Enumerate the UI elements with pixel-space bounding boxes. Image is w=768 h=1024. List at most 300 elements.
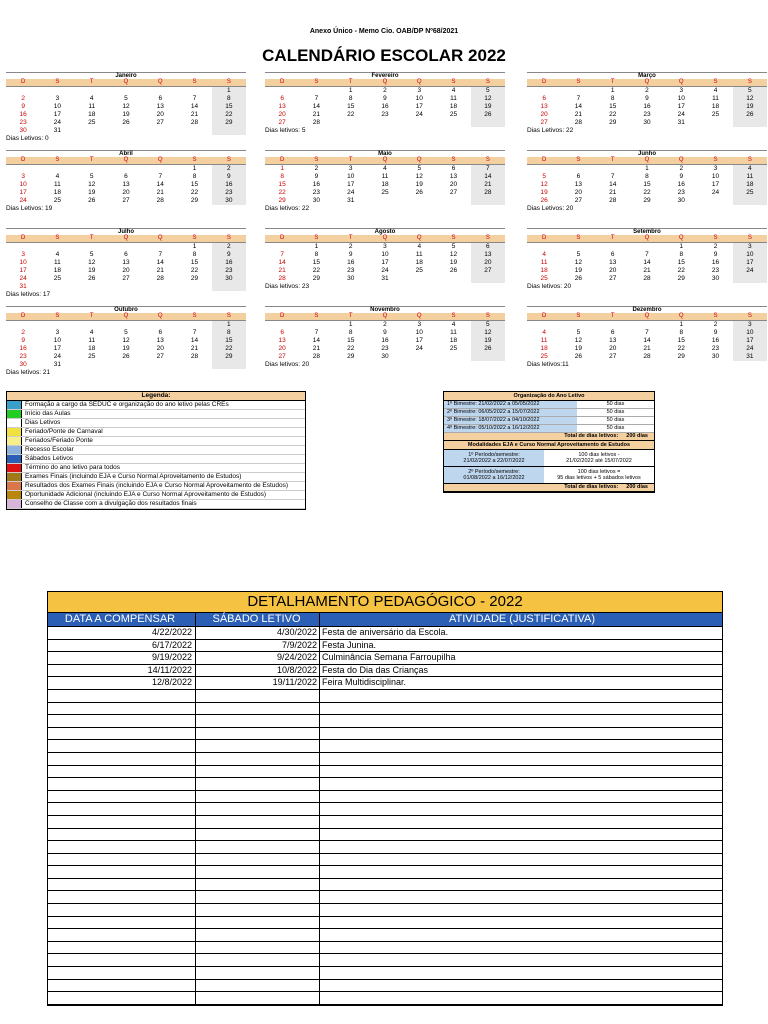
org-days: 50 dias <box>606 425 625 431</box>
day-cell: 16 <box>347 259 355 266</box>
week-row <box>6 337 246 345</box>
weekday-label: Q <box>123 79 129 85</box>
day-cell: 23 <box>347 267 355 274</box>
day-cell <box>368 119 402 127</box>
day-cell <box>471 275 505 283</box>
day-cell <box>471 353 505 361</box>
weekday-label: T <box>610 79 615 85</box>
weekday-label: Q <box>157 313 163 319</box>
day-cell: 12 <box>733 95 767 103</box>
day-cell: 12 <box>574 259 583 266</box>
weekday-label: S <box>314 313 319 319</box>
day-cell: 28 <box>471 189 505 197</box>
month-name: Janeiro <box>6 72 246 79</box>
saturday-date <box>196 879 320 891</box>
day-cell <box>177 361 211 369</box>
month-school-days: Dias Letivos: 19 <box>6 205 53 212</box>
date-to-compensate <box>48 917 196 929</box>
day-cell <box>40 87 74 95</box>
weekday-label: S <box>747 157 752 163</box>
weekday-header <box>6 79 246 87</box>
day-cell: 18 <box>449 337 458 344</box>
day-cell: 22 <box>212 345 246 353</box>
activity <box>320 766 722 778</box>
day-cell: 19 <box>88 267 96 274</box>
weekday-label: D <box>541 79 547 85</box>
weekday-header <box>527 157 767 165</box>
day-cell: 27 <box>609 353 617 360</box>
day-cell: 22 <box>312 267 321 274</box>
week-row <box>265 95 505 103</box>
day-cell: 10 <box>733 329 767 337</box>
day-cell: 28 <box>190 119 199 126</box>
day-cell: 3 <box>383 243 387 250</box>
day-cell <box>143 321 177 329</box>
detail-header-activity: ATIVIDADE (JUSTIFICATIVA) <box>448 613 596 625</box>
day-cell: 20 <box>574 189 583 196</box>
day-cell: 6 <box>158 95 163 102</box>
day-cell: 17 <box>347 181 355 188</box>
day-cell: 21 <box>190 111 199 118</box>
day-cell <box>143 87 177 95</box>
day-cell: 13 <box>449 173 458 180</box>
month-name: Julho <box>6 228 246 235</box>
day-cell: 2 <box>645 87 649 94</box>
day-cell: 21 <box>609 189 617 196</box>
day-cell: 5 <box>124 329 128 336</box>
activity <box>320 929 722 941</box>
activity <box>320 980 722 992</box>
weekday-label: T <box>610 235 615 241</box>
day-cell <box>299 321 333 329</box>
day-cell: 24 <box>733 345 767 353</box>
day-cell: 22 <box>677 267 685 274</box>
day-cell: 12 <box>122 103 130 110</box>
day-cell <box>630 321 664 329</box>
day-cell: 12 <box>415 173 423 180</box>
day-cell: 28 <box>312 119 321 126</box>
day-cell: 13 <box>609 259 617 266</box>
legend-swatch <box>7 437 22 445</box>
weekday-label: S <box>192 79 197 85</box>
day-cell: 15 <box>278 181 286 188</box>
saturday-date <box>196 703 320 715</box>
day-cell: 23 <box>212 189 246 197</box>
day-cell: 8 <box>192 173 197 180</box>
day-cell: 19 <box>122 345 130 352</box>
day-cell: 28 <box>190 353 199 360</box>
day-cell: 15 <box>347 103 355 110</box>
day-cell <box>436 119 470 127</box>
weekday-header <box>265 79 505 87</box>
weekday-label: D <box>279 313 285 319</box>
table-row <box>48 803 722 816</box>
day-cell: 23 <box>711 267 720 274</box>
day-cell: 11 <box>450 329 457 336</box>
legend-text: Feriado/Ponte de Carnaval <box>25 428 103 435</box>
day-cell: 30 <box>381 353 389 360</box>
weekday-label: T <box>348 313 353 319</box>
week-row <box>265 181 505 189</box>
detail-header-row <box>48 613 722 627</box>
legend-item <box>7 482 305 491</box>
month-school-days: Dias letivos: 20 <box>527 283 572 290</box>
weekday-header <box>527 235 767 243</box>
day-cell: 18 <box>53 267 62 274</box>
table-row <box>48 841 722 854</box>
day-cell: 11 <box>54 259 61 266</box>
weekday-label: D <box>20 313 26 319</box>
week-row <box>6 87 246 95</box>
weekday-label: D <box>279 79 285 85</box>
day-cell: 1 <box>348 321 353 328</box>
day-cell: 9 <box>21 103 25 110</box>
table-row <box>48 677 722 690</box>
day-cell: 14 <box>190 103 199 110</box>
day-cell: 7 <box>192 95 197 102</box>
day-cell: 11 <box>415 251 423 258</box>
month-name: Agosto <box>265 228 505 235</box>
day-cell: 6 <box>451 165 456 172</box>
day-cell: 24 <box>347 189 355 196</box>
day-cell: 15 <box>609 103 617 110</box>
week-row <box>6 283 246 291</box>
month-maio <box>265 150 505 213</box>
day-cell <box>368 197 402 205</box>
day-cell: 31 <box>53 127 62 134</box>
activity <box>320 866 722 878</box>
table-row <box>48 879 722 892</box>
day-cell: 13 <box>574 181 583 188</box>
day-cell: 29 <box>677 353 685 360</box>
day-cell: 17 <box>677 103 685 110</box>
table-row <box>48 652 722 665</box>
activity <box>320 904 722 916</box>
day-cell: 15 <box>312 259 321 266</box>
day-cell: 10 <box>53 103 62 110</box>
day-cell: 13 <box>471 251 505 259</box>
day-cell: 19 <box>574 345 583 352</box>
day-cell <box>596 321 630 329</box>
day-cell: 16 <box>212 181 246 189</box>
table-row <box>48 665 722 678</box>
day-cell: 17 <box>415 103 423 110</box>
weekday-label: T <box>89 79 94 85</box>
week-row <box>265 165 505 173</box>
day-cell: 29 <box>212 353 246 361</box>
day-cell: 22 <box>212 111 246 119</box>
month-school-days: Dias Letivos: 20 <box>527 205 574 212</box>
day-cell: 5 <box>417 165 422 172</box>
week-row <box>265 173 505 181</box>
month-school-days: Dias letivos: 23 <box>265 283 310 290</box>
day-cell: 8 <box>645 173 649 180</box>
day-cell: 20 <box>278 111 286 118</box>
day-cell: 7 <box>645 251 649 258</box>
day-cell <box>40 283 74 291</box>
day-cell <box>402 197 436 205</box>
day-cell: 6 <box>471 243 505 251</box>
day-cell: 4 <box>451 321 456 328</box>
weekday-label: S <box>576 79 581 85</box>
activity <box>320 690 722 702</box>
day-cell: 2 <box>713 321 718 328</box>
day-cell <box>109 127 143 135</box>
day-cell <box>75 361 109 369</box>
day-cell: 2 <box>383 87 387 94</box>
day-cell <box>109 321 143 329</box>
table-row <box>48 942 722 955</box>
table-row <box>48 917 722 930</box>
day-cell: 19 <box>415 181 423 188</box>
day-cell: 3 <box>55 329 60 336</box>
legend-swatch <box>7 491 22 499</box>
day-cell: 13 <box>122 181 130 188</box>
day-cell: 9 <box>645 95 649 102</box>
day-cell <box>527 321 561 329</box>
month-school-days: Dias Letivos: 0 <box>6 135 49 142</box>
day-cell: 25 <box>540 353 548 360</box>
date-to-compensate <box>48 942 196 954</box>
day-cell: 25 <box>53 275 62 282</box>
day-cell: 3 <box>417 321 422 328</box>
month-school-days: Dias letivos: 17 <box>6 291 51 298</box>
day-cell: 28 <box>609 197 617 204</box>
legend-text: Resultados dos Exames Finais (incluindo EJA e Curso Normal Aproveitamento de Estudos) <box>25 482 289 489</box>
day-cell <box>527 87 561 95</box>
day-cell: 22 <box>190 267 199 274</box>
legend-swatch <box>7 455 22 463</box>
day-cell: 22 <box>278 189 286 196</box>
day-cell <box>212 361 246 369</box>
day-cell: 11 <box>54 181 61 188</box>
day-cell: 15 <box>347 337 355 344</box>
day-cell: 5 <box>576 251 581 258</box>
day-cell: 31 <box>53 361 62 368</box>
week-row <box>6 329 246 337</box>
date-to-compensate <box>48 740 196 752</box>
day-cell: 8 <box>679 251 684 258</box>
table-row <box>48 715 722 728</box>
weekday-label: S <box>485 313 490 319</box>
month-janeiro <box>6 72 246 143</box>
day-cell <box>143 361 177 369</box>
day-cell: 22 <box>643 189 651 196</box>
day-cell <box>527 243 561 251</box>
week-row <box>527 345 767 353</box>
org-total-2: Total de dias letivos: 200 dias <box>444 484 654 492</box>
day-cell: 22 <box>347 345 355 352</box>
org-period-1: 1º Período/semestre: 21/02/2022 a 22/07/2022 100 dias letivos - 21/02/2022 até 15/07/2022 <box>444 450 654 467</box>
table-row <box>48 980 722 993</box>
day-cell: 16 <box>212 259 246 267</box>
week-row <box>265 275 505 283</box>
day-cell <box>402 275 436 283</box>
day-cell: 6 <box>124 251 128 258</box>
table-row <box>48 728 722 741</box>
day-cell: 18 <box>415 259 423 266</box>
saturday-date <box>196 992 320 1004</box>
date-to-compensate <box>48 980 196 992</box>
week-row <box>6 95 246 103</box>
date-to-compensate: 9/19/2022 <box>48 652 196 664</box>
day-cell: 10 <box>19 181 27 188</box>
week-row <box>265 87 505 95</box>
week-row <box>527 173 767 181</box>
week-row <box>265 353 505 361</box>
day-cell: 18 <box>449 103 458 110</box>
month-name: Abril <box>6 150 246 157</box>
day-cell <box>212 283 246 291</box>
day-cell: 15 <box>190 181 199 188</box>
day-cell: 22 <box>190 189 199 196</box>
org-period-2: 2º Período/semestre: 01/08/2022 a 16/12/2022 100 dias letivos = 95 dias letivos + 5 sábados letivos <box>444 467 654 484</box>
day-cell: 9 <box>383 95 387 102</box>
day-cell: 24 <box>53 119 62 126</box>
week-row <box>265 189 505 197</box>
day-cell: 27 <box>471 267 505 275</box>
weekday-label: Q <box>416 79 422 85</box>
day-cell: 3 <box>679 87 684 94</box>
day-cell: 8 <box>314 251 319 258</box>
day-cell: 16 <box>643 103 651 110</box>
day-cell: 27 <box>122 275 130 282</box>
weekday-label: T <box>610 157 615 163</box>
day-cell: 2 <box>212 243 246 251</box>
day-cell: 19 <box>471 103 505 111</box>
day-cell: 4 <box>89 329 94 336</box>
weekday-label: Q <box>678 313 684 319</box>
date-to-compensate <box>48 929 196 941</box>
day-cell: 7 <box>192 329 197 336</box>
day-cell: 23 <box>212 267 246 275</box>
day-cell: 22 <box>347 111 355 118</box>
day-cell: 27 <box>449 189 458 196</box>
activity <box>320 803 722 815</box>
week-row <box>6 251 246 259</box>
week-row <box>265 111 505 119</box>
day-cell: 14 <box>609 181 617 188</box>
table-row <box>48 816 722 829</box>
day-cell: 15 <box>212 337 246 345</box>
day-cell <box>6 243 40 251</box>
day-cell: 20 <box>449 181 458 188</box>
saturday-date: 7/9/2022 <box>196 640 320 652</box>
day-cell: 4 <box>713 87 718 94</box>
day-cell: 3 <box>55 95 60 102</box>
day-cell: 14 <box>312 103 321 110</box>
week-row <box>527 95 767 103</box>
weekday-header <box>6 157 246 165</box>
day-cell: 28 <box>312 353 321 360</box>
legend-swatch <box>7 473 22 481</box>
weekday-label: D <box>20 157 26 163</box>
day-cell: 3 <box>733 321 767 329</box>
weekday-label: S <box>451 157 456 163</box>
day-cell <box>75 321 109 329</box>
saturday-date <box>196 816 320 828</box>
day-cell <box>402 353 436 361</box>
day-cell: 12 <box>540 181 548 188</box>
day-cell: 9 <box>713 329 718 336</box>
weekday-label: T <box>89 157 94 163</box>
weekday-label: S <box>451 313 456 319</box>
saturday-date <box>196 967 320 979</box>
day-cell: 6 <box>610 251 615 258</box>
day-cell: 15 <box>677 259 685 266</box>
weekday-label: S <box>747 313 752 319</box>
day-cell: 30 <box>212 197 246 205</box>
weekday-label: S <box>192 313 197 319</box>
weekday-label: T <box>348 235 353 241</box>
day-cell: 18 <box>88 111 96 118</box>
day-cell: 13 <box>156 103 164 110</box>
day-cell: 27 <box>122 197 130 204</box>
day-cell: 19 <box>88 189 96 196</box>
weekday-label: T <box>89 313 94 319</box>
day-cell: 26 <box>471 111 505 119</box>
date-to-compensate <box>48 992 196 1004</box>
day-cell: 5 <box>733 87 767 95</box>
day-cell: 1 <box>314 243 319 250</box>
day-cell <box>596 165 630 173</box>
weekday-label: Q <box>157 157 163 163</box>
weekday-label: Q <box>123 235 129 241</box>
day-cell <box>698 197 732 205</box>
day-cell: 25 <box>88 353 96 360</box>
day-cell: 10 <box>711 173 720 180</box>
day-cell: 19 <box>540 189 548 196</box>
week-row <box>265 197 505 205</box>
legend-swatch <box>7 428 22 436</box>
legend-item <box>7 446 305 455</box>
day-cell: 26 <box>471 345 505 353</box>
week-row <box>6 173 246 181</box>
day-cell: 30 <box>677 197 685 204</box>
weekday-label: S <box>485 157 490 163</box>
day-cell <box>561 321 595 329</box>
day-cell: 26 <box>733 111 767 119</box>
day-cell: 13 <box>122 259 130 266</box>
day-cell: 3 <box>21 251 25 258</box>
activity: Festa de aniversário da Escola. <box>322 627 449 637</box>
weekday-label: T <box>610 313 615 319</box>
day-cell: 2 <box>21 95 25 102</box>
date-to-compensate <box>48 829 196 841</box>
activity: Festa Junina. <box>322 639 377 650</box>
activity <box>320 740 722 752</box>
week-row <box>265 103 505 111</box>
day-cell <box>402 119 436 127</box>
month-name: Novembro <box>265 306 505 313</box>
day-cell: 18 <box>540 345 548 352</box>
day-cell: 21 <box>574 111 583 118</box>
day-cell <box>212 127 246 135</box>
day-cell: 20 <box>278 345 286 352</box>
day-cell: 6 <box>280 329 284 336</box>
week-row <box>527 189 767 197</box>
day-cell: 23 <box>677 189 685 196</box>
day-cell: 5 <box>451 243 456 250</box>
table-row <box>48 791 722 804</box>
month-novembro <box>265 306 505 369</box>
week-row <box>527 321 767 329</box>
day-cell: 4 <box>55 251 60 258</box>
day-cell: 8 <box>192 251 197 258</box>
saturday-date <box>196 728 320 740</box>
weekday-header <box>265 235 505 243</box>
day-cell: 25 <box>53 197 62 204</box>
